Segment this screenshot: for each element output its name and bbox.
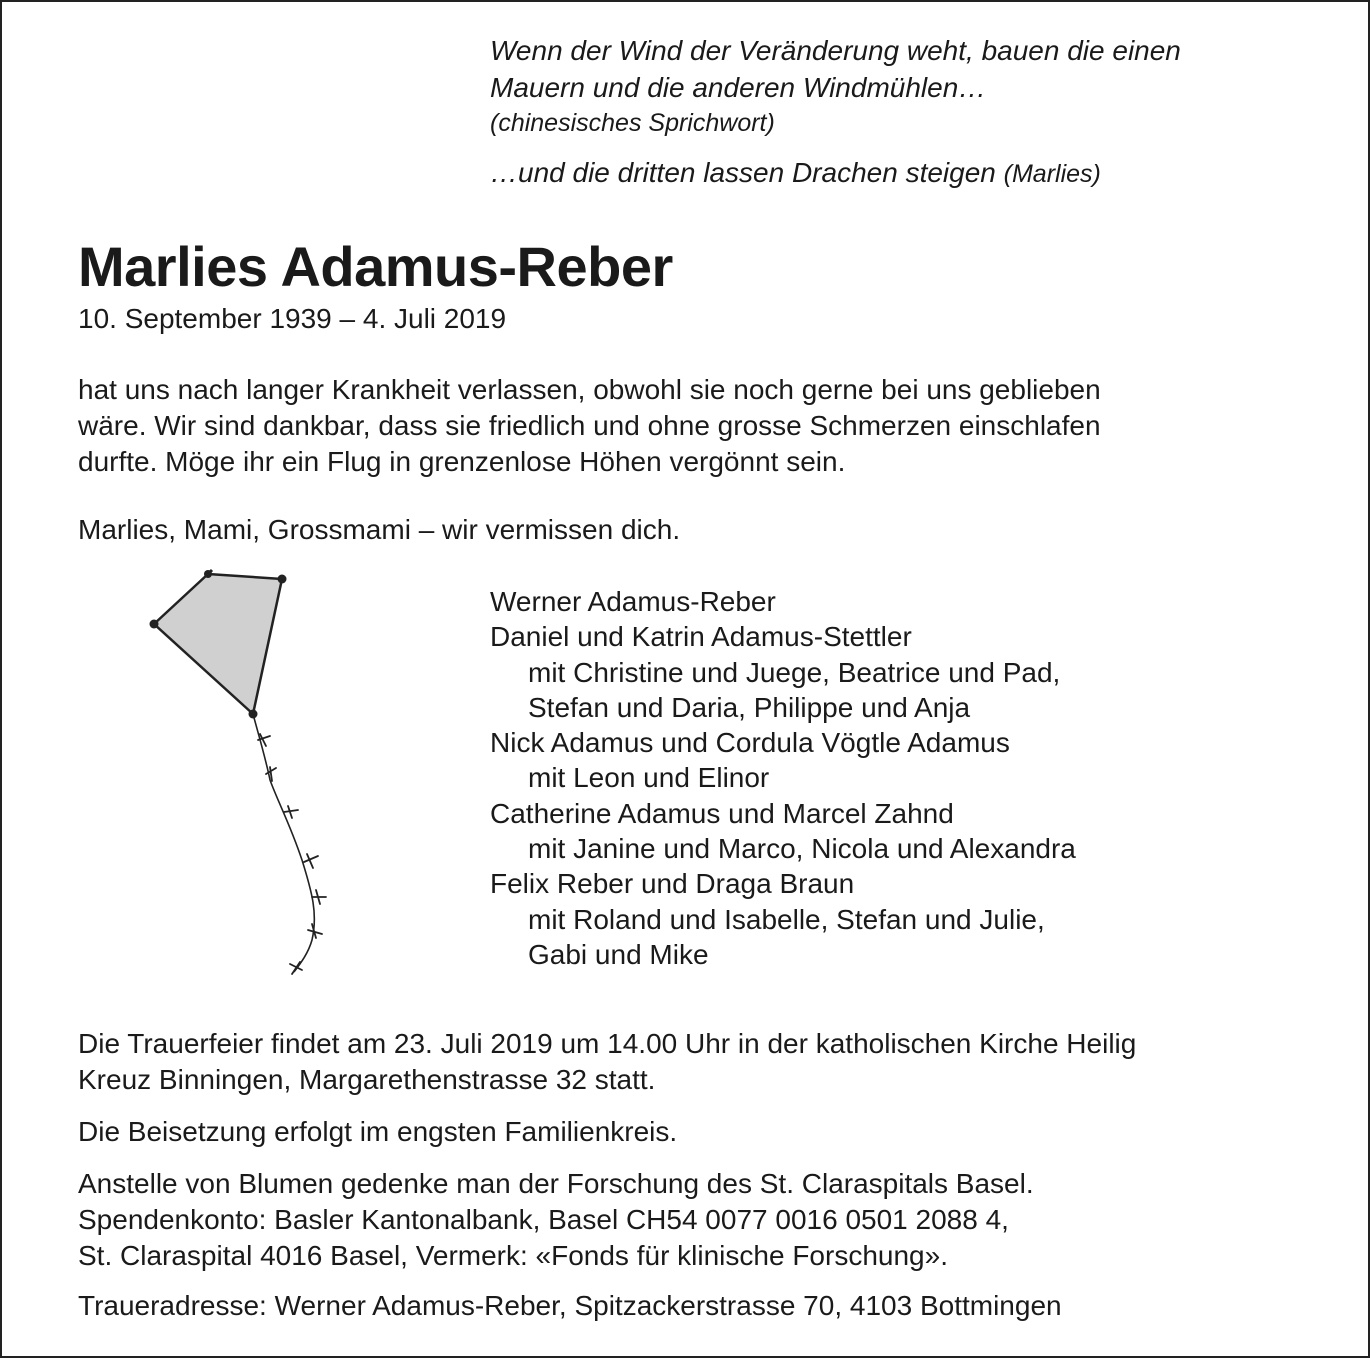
motto-quote <box>490 32 1350 193</box>
motto-source: (chinesisches Sprichwort) <box>490 109 775 137</box>
ceremony-info <box>78 1026 1328 1098</box>
deceased-name: Marlies Adamus-Reber <box>78 235 673 298</box>
message-line: hat uns nach langer Krankheit verlassen, obwohl sie noch gerne bei uns geblieben <box>78 374 1101 405</box>
message-line: wäre. Wir sind dankbar, dass sie friedlich und ohne grosse Schmerzen einschlafen <box>78 410 1101 441</box>
mourner-children: Stefan und Daria, Philippe und Anja <box>528 691 971 723</box>
message-line: durfte. Möge ihr ein Flug in grenzenlose Höhen vergönnt sein. <box>78 446 846 477</box>
mourner-children: mit Leon und Elinor <box>528 762 770 794</box>
donation-line: Spendenkonto: Basler Kantonalbank, Basel CH54 0077 0016 0501 2088 4, <box>78 1204 1009 1235</box>
motto-line: Wenn der Wind der Veränderung weht, bauen die einen <box>490 35 1181 66</box>
mourner-entry: Nick Adamus und Cordula Vögtle Adamus <box>490 727 1010 759</box>
kite-sail <box>154 574 282 714</box>
ceremony-line: Die Trauerfeier findet am 23. Juli 2019 um 14.00 Uhr in der katholischen Kirche Heilig <box>78 1028 1137 1059</box>
message-paragraph <box>78 372 1328 480</box>
burial-info: Die Beisetzung erfolgt im engsten Familienkreis. <box>78 1116 678 1147</box>
mourning-address: Traueradresse: Werner Adamus-Reber, Spitzackerstrasse 70, 4103 Bottmingen <box>78 1290 1062 1321</box>
life-dates: 10. September 1939 – 4. Juli 2019 <box>78 303 507 334</box>
mourner-children: mit Christine und Juege, Beatrice und Pad, <box>528 656 1061 688</box>
mourner-children: mit Janine und Marco, Nicola und Alexandra <box>528 833 1076 865</box>
mourner-entry: Felix Reber und Draga Braun <box>490 868 855 900</box>
mourner-entry: Werner Adamus-Reber <box>490 586 776 617</box>
motto-line: Mauern und die anderen Windmühlen… <box>490 72 987 103</box>
mourner-entry: Catherine Adamus und Marcel Zahnd <box>490 797 954 829</box>
motto-addendum <box>490 154 1350 193</box>
mourner-children: Gabi und Mike <box>528 938 709 970</box>
motto-addendum-text: …und die dritten lassen Drachen steigen <box>490 157 996 188</box>
kite-icon <box>142 562 342 987</box>
mourners-list <box>490 584 1350 972</box>
donation-info <box>78 1166 1328 1274</box>
mourner-children: mit Roland und Isabelle, Stefan und Julie, <box>528 903 1045 935</box>
donation-line: Anstelle von Blumen gedenke man der Forschung des St. Claraspitals Basel. <box>78 1168 1034 1199</box>
farewell-line: Marlies, Mami, Grossmami – wir vermissen dich. <box>78 514 681 545</box>
motto-addendum-source: (Marlies) <box>1003 160 1101 188</box>
donation-line: St. Claraspital 4016 Basel, Vermerk: «Fonds für klinische Forschung». <box>78 1240 948 1271</box>
ceremony-line: Kreuz Binningen, Margarethenstrasse 32 statt. <box>78 1064 656 1095</box>
kite-tail <box>253 714 314 972</box>
mourner-entry: Daniel und Katrin Adamus-Stettler <box>490 621 912 653</box>
